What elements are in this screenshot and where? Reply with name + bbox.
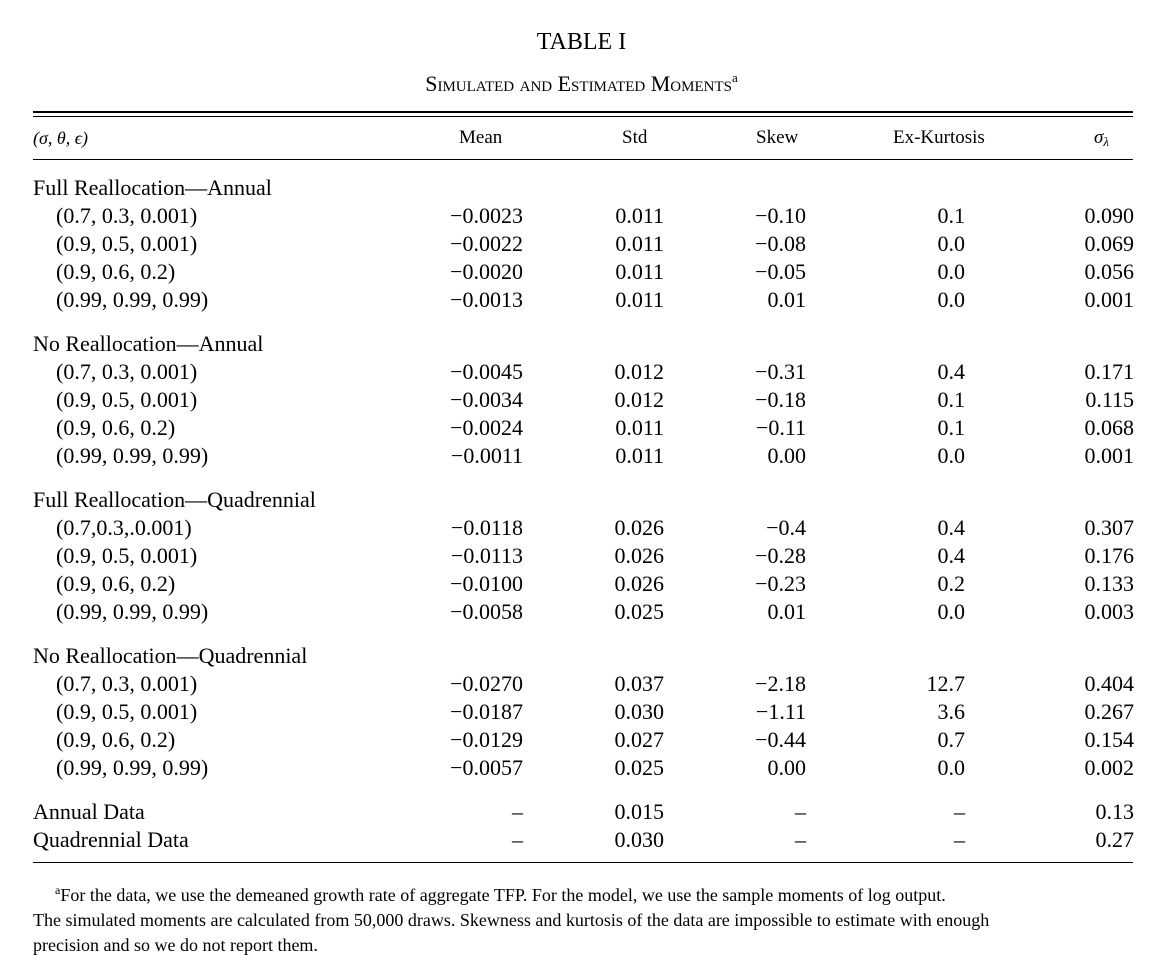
cell-kurtosis: 0.1 <box>937 387 965 412</box>
cell-skew: −0.18 <box>755 387 806 412</box>
cell-sigma: 0.133 <box>1084 571 1134 596</box>
cell-sigma: 0.307 <box>1084 515 1134 540</box>
cell-skew: −0.44 <box>755 727 806 752</box>
section-heading <box>0 486 1163 514</box>
cell-mean: −0.0024 <box>450 415 523 440</box>
cell-std: 0.011 <box>615 231 664 256</box>
cell-skew: −0.4 <box>766 515 806 540</box>
header-rule <box>33 159 1133 160</box>
subtitle-footnote-marker: a <box>731 70 738 85</box>
column-header-mean: Mean <box>459 127 503 148</box>
cell-std: 0.026 <box>614 515 664 540</box>
table-row <box>0 358 1163 386</box>
table-row <box>0 542 1163 570</box>
cell-sigma: 0.171 <box>1084 359 1134 384</box>
cell-kurtosis: 3.6 <box>937 699 965 724</box>
section-heading <box>0 330 1163 358</box>
section-heading <box>0 174 1163 202</box>
cell-sigma: 0.003 <box>1084 599 1134 624</box>
table-row <box>0 414 1163 442</box>
row-params: (0.9, 0.6, 0.2) <box>56 415 176 440</box>
data-row <box>0 826 1163 854</box>
cell-skew: – <box>795 799 806 824</box>
table-row <box>0 570 1163 598</box>
cell-mean: −0.0011 <box>450 443 523 468</box>
cell-std: 0.015 <box>614 799 664 824</box>
cell-mean: −0.0187 <box>450 699 523 724</box>
cell-sigma: 0.090 <box>1084 203 1134 228</box>
table-row <box>0 698 1163 726</box>
cell-kurtosis: 0.2 <box>937 571 965 596</box>
cell-mean: – <box>512 799 523 824</box>
cell-kurtosis: 0.0 <box>937 755 965 780</box>
cell-kurtosis: 0.1 <box>937 415 965 440</box>
cell-kurtosis: 0.0 <box>937 599 965 624</box>
cell-skew: −0.23 <box>755 571 806 596</box>
data-row <box>0 798 1163 826</box>
cell-sigma: 0.27 <box>1095 827 1134 852</box>
section-heading <box>0 642 1163 670</box>
top-double-rule-thin <box>33 116 1133 117</box>
cell-sigma: 0.001 <box>1084 443 1134 468</box>
cell-mean: −0.0023 <box>450 203 523 228</box>
cell-kurtosis: 0.7 <box>937 727 965 752</box>
section-gap <box>0 626 1163 642</box>
cell-sigma: 0.176 <box>1084 543 1134 568</box>
cell-kurtosis: 0.1 <box>937 203 965 228</box>
table-row <box>0 670 1163 698</box>
footnote-line-2: The simulated moments are calculated from 50,000 draws. Skewness and kurtosis of the data are impossible to estimate with enough <box>33 910 990 930</box>
cell-std: 0.011 <box>615 443 664 468</box>
table-row <box>0 726 1163 754</box>
cell-std: 0.011 <box>615 287 664 312</box>
row-params: (0.9, 0.6, 0.2) <box>56 571 176 596</box>
section-gap <box>0 782 1163 798</box>
cell-sigma: 0.154 <box>1084 727 1134 752</box>
sigma-subscript: λ <box>1103 134 1110 149</box>
cell-kurtosis: 12.7 <box>926 671 965 696</box>
cell-kurtosis: – <box>954 827 965 852</box>
cell-std: 0.027 <box>614 727 664 752</box>
cell-sigma: 0.002 <box>1084 755 1134 780</box>
bottom-rule <box>33 862 1133 863</box>
cell-mean: −0.0129 <box>450 727 523 752</box>
table-body <box>0 174 1163 854</box>
column-header-kurtosis: Ex-Kurtosis <box>893 127 985 148</box>
table-footnote <box>33 878 1135 958</box>
cell-skew: 0.00 <box>767 755 806 780</box>
cell-mean: −0.0100 <box>450 571 523 596</box>
section-label: No Reallocation—Quadrennial <box>33 643 308 668</box>
row-params: (0.7,0.3,.0.001) <box>56 515 192 540</box>
cell-kurtosis: 0.4 <box>937 359 965 384</box>
cell-mean: −0.0058 <box>450 599 523 624</box>
data-row-label: Annual Data <box>33 799 145 824</box>
cell-kurtosis: 0.0 <box>937 259 965 284</box>
cell-std: 0.025 <box>614 599 664 624</box>
footnote-line-3: precision and so we do not report them. <box>33 935 318 955</box>
cell-skew: −0.05 <box>755 259 806 284</box>
cell-kurtosis: 0.0 <box>937 287 965 312</box>
cell-skew: −0.11 <box>755 415 806 440</box>
column-header-skew: Skew <box>756 127 799 148</box>
row-params: (0.99, 0.99, 0.99) <box>56 755 209 780</box>
column-header-params: (σ, θ, ϵ) <box>33 128 88 148</box>
table-row <box>0 286 1163 314</box>
table-row <box>0 386 1163 414</box>
table-row <box>0 514 1163 542</box>
table-subtitle <box>0 64 1163 98</box>
table-row <box>0 754 1163 782</box>
row-params: (0.9, 0.6, 0.2) <box>56 259 176 284</box>
column-header-sigma <box>1094 126 1109 154</box>
cell-mean: −0.0113 <box>450 543 523 568</box>
cell-sigma: 0.068 <box>1084 415 1134 440</box>
cell-kurtosis: 0.4 <box>937 515 965 540</box>
cell-skew: 0.00 <box>767 443 806 468</box>
cell-mean: – <box>512 827 523 852</box>
cell-kurtosis: 0.0 <box>937 231 965 256</box>
cell-skew: −1.11 <box>755 699 806 724</box>
row-params: (0.99, 0.99, 0.99) <box>56 599 209 624</box>
cell-skew: −0.10 <box>755 203 806 228</box>
cell-mean: −0.0057 <box>450 755 523 780</box>
table-row <box>0 258 1163 286</box>
cell-std: 0.025 <box>614 755 664 780</box>
cell-std: 0.026 <box>614 571 664 596</box>
row-params: (0.7, 0.3, 0.001) <box>56 671 198 696</box>
cell-mean: −0.0118 <box>450 515 523 540</box>
cell-skew: 0.01 <box>767 287 806 312</box>
cell-std: 0.011 <box>615 415 664 440</box>
cell-skew: 0.01 <box>767 599 806 624</box>
column-header-std: Std <box>622 127 648 148</box>
section-label: Full Reallocation—Quadrennial <box>33 487 316 512</box>
cell-std: 0.012 <box>614 387 664 412</box>
row-params: (0.9, 0.5, 0.001) <box>56 231 198 256</box>
cell-mean: −0.0020 <box>450 259 523 284</box>
row-params: (0.9, 0.6, 0.2) <box>56 727 176 752</box>
cell-sigma: 0.267 <box>1084 699 1134 724</box>
cell-mean: −0.0022 <box>450 231 523 256</box>
cell-std: 0.012 <box>614 359 664 384</box>
cell-mean: −0.0045 <box>450 359 523 384</box>
cell-std: 0.030 <box>614 699 664 724</box>
cell-std: 0.037 <box>614 671 664 696</box>
table-row <box>0 202 1163 230</box>
cell-mean: −0.0034 <box>450 387 523 412</box>
sigma-symbol: σ <box>1094 127 1104 148</box>
cell-skew: – <box>795 827 806 852</box>
cell-skew: −0.28 <box>755 543 806 568</box>
section-label: Full Reallocation—Annual <box>33 175 272 200</box>
cell-skew: −0.31 <box>755 359 806 384</box>
cell-sigma: 0.069 <box>1084 231 1134 256</box>
data-row-label: Quadrennial Data <box>33 827 189 852</box>
row-params: (0.99, 0.99, 0.99) <box>56 443 209 468</box>
footnote-marker: a <box>55 883 61 897</box>
top-double-rule-thick <box>33 111 1133 113</box>
cell-mean: −0.0013 <box>450 287 523 312</box>
cell-kurtosis: 0.4 <box>937 543 965 568</box>
footnote-text-1: For the data, we use the demeaned growth rate of aggregate TFP. For the model, we use the sample moments of log output. <box>60 885 946 905</box>
cell-sigma: 0.404 <box>1084 671 1134 696</box>
row-params: (0.9, 0.5, 0.001) <box>56 543 198 568</box>
cell-sigma: 0.115 <box>1085 387 1134 412</box>
cell-sigma: 0.056 <box>1084 259 1134 284</box>
cell-kurtosis: – <box>954 799 965 824</box>
section-label: No Reallocation—Annual <box>33 331 264 356</box>
cell-std: 0.030 <box>614 827 664 852</box>
cell-std: 0.011 <box>615 203 664 228</box>
cell-mean: −0.0270 <box>450 671 523 696</box>
cell-sigma: 0.13 <box>1095 799 1134 824</box>
table-row <box>0 442 1163 470</box>
footnote-line-1 <box>33 878 1135 908</box>
cell-skew: −0.08 <box>755 231 806 256</box>
table-row <box>0 598 1163 626</box>
row-params: (0.99, 0.99, 0.99) <box>56 287 209 312</box>
cell-std: 0.026 <box>614 543 664 568</box>
cell-sigma: 0.001 <box>1084 287 1134 312</box>
section-gap <box>0 314 1163 330</box>
cell-kurtosis: 0.0 <box>937 443 965 468</box>
row-params: (0.9, 0.5, 0.001) <box>56 387 198 412</box>
table-row <box>0 230 1163 258</box>
table-title: TABLE I <box>536 29 627 55</box>
row-params: (0.7, 0.3, 0.001) <box>56 203 198 228</box>
section-gap <box>0 470 1163 486</box>
cell-skew: −2.18 <box>755 671 806 696</box>
row-params: (0.9, 0.5, 0.001) <box>56 699 198 724</box>
cell-std: 0.011 <box>615 259 664 284</box>
table-subtitle-text: Simulated and Estimated Moments <box>425 71 732 96</box>
row-params: (0.7, 0.3, 0.001) <box>56 359 198 384</box>
